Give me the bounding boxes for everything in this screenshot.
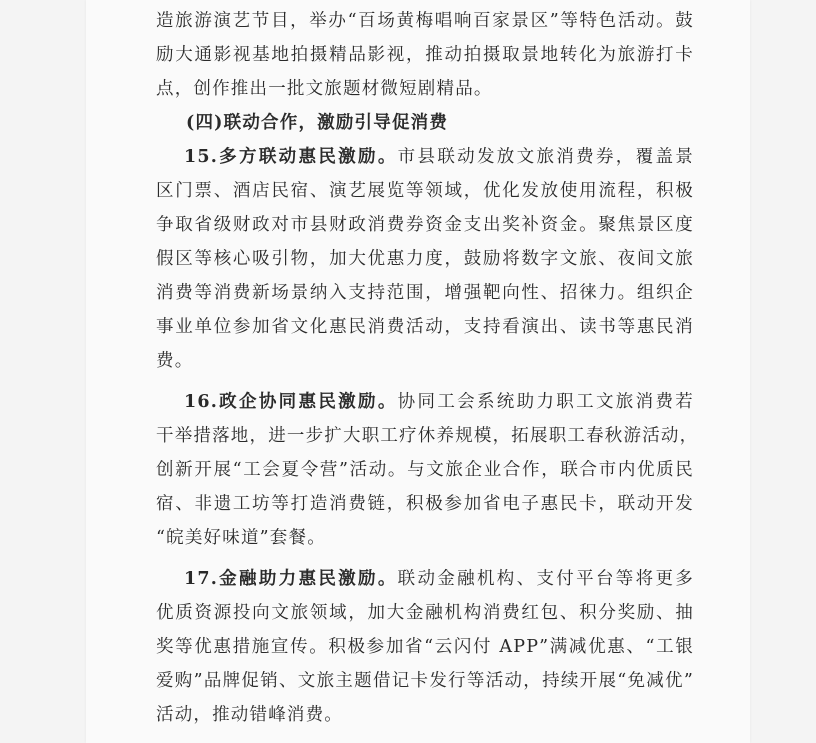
paragraph-line: “皖美好味道”套餐。 xyxy=(156,528,326,548)
item-16-text: 协同工会系统助力职工文旅消费若 xyxy=(397,392,694,412)
paragraph-line: 活动，推动错峰消费。 xyxy=(156,705,343,725)
item-17-line xyxy=(156,562,694,596)
paragraph-line: 爱购”品牌促销、文旅主题借记卡发行等活动，持续开展“免减优” xyxy=(156,671,694,691)
paragraph-line: 造旅游演艺节目，举办“百场黄梅唱响百家景区”等特色活动。鼓 xyxy=(156,11,694,31)
item-15-title: 15.多方联动惠民激励。 xyxy=(184,147,398,167)
section-heading: (四)联动合作，激励引导促消费 xyxy=(186,113,449,133)
item-15-text: 市县联动发放文旅消费券，覆盖景 xyxy=(397,147,694,167)
document-page xyxy=(86,0,750,743)
paragraph-line: 争取省级财政对市县财政消费券资金支出奖补资金。聚焦景区度 xyxy=(156,215,694,235)
paragraph-line: 宿、非遗工坊等打造消费链，积极参加省电子惠民卡，联动开发 xyxy=(156,494,694,514)
paragraph-line: 优质资源投向文旅领域，加大金融机构消费红包、积分奖励、抽 xyxy=(156,603,694,623)
document-body xyxy=(156,0,699,732)
paragraph-line: 点，创作推出一批文旅题材微短剧精品。 xyxy=(156,79,493,99)
item-17-text: 联动金融机构、支付平台等将更多 xyxy=(397,569,694,589)
paragraph-line: 消费等消费新场景纳入支持范围，增强靶向性、招徕力。组织企 xyxy=(156,283,694,303)
paragraph-line: 费。 xyxy=(156,351,194,371)
paragraph-line: 干举措落地，进一步扩大职工疗休养规模，拓展职工春秋游活动， xyxy=(156,426,699,446)
paragraph-line: 创新开展“工会夏令营”活动。与文旅企业合作，联合市内优质民 xyxy=(156,460,694,480)
paragraph-line: 励大通影视基地拍摄精品影视，推动拍摄取景地转化为旅游打卡 xyxy=(156,45,694,65)
item-16-title: 16.政企协同惠民激励。 xyxy=(184,392,398,412)
paragraph-line: 奖等优惠措施宣传。积极参加省“云闪付 APP”满减优惠、“工银 xyxy=(156,637,694,657)
paragraph-line: 假区等核心吸引物，加大优惠力度，鼓励将数字文旅、夜间文旅 xyxy=(156,249,694,269)
item-16-line xyxy=(156,385,694,419)
item-17-title: 17.金融助力惠民激励。 xyxy=(184,569,398,589)
paragraph-line: 事业单位参加省文化惠民消费活动，支持看演出、读书等惠民消 xyxy=(156,317,694,337)
item-15-line xyxy=(156,140,694,174)
paragraph-line: 区门票、酒店民宿、演艺展览等领域，优化发放使用流程，积极 xyxy=(156,181,694,201)
